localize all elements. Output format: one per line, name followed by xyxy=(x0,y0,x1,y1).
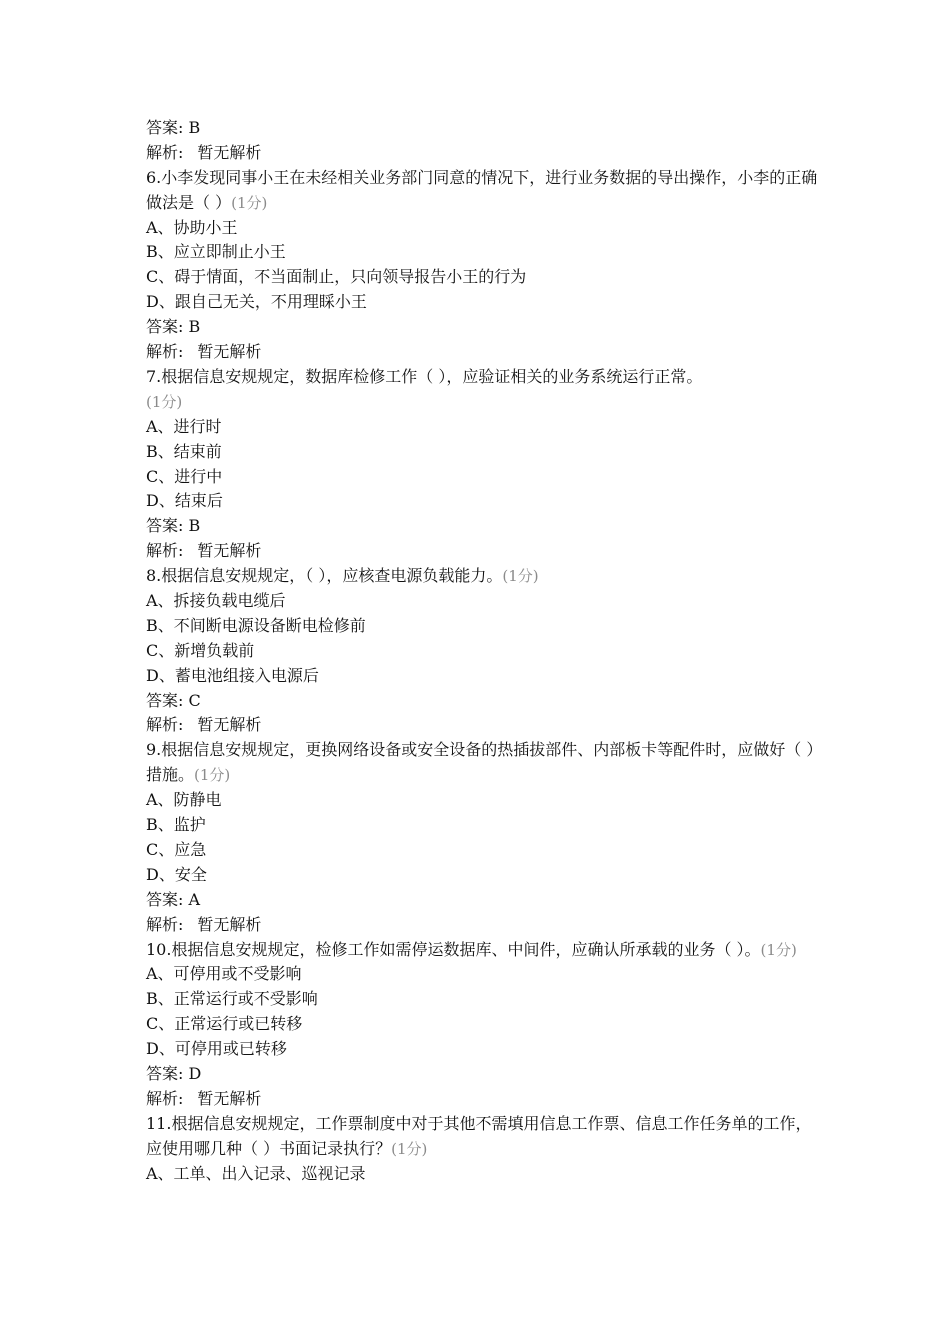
option-d: D、蓄电池组接入电源后 xyxy=(146,665,319,685)
option-c: C、正常运行或已转移 xyxy=(146,1014,303,1034)
question-score: (1分) xyxy=(231,193,268,212)
analysis-label: 解析: xyxy=(146,1088,184,1108)
question-stem xyxy=(146,166,826,216)
option-a: A、工单、出入记录、巡视记录 xyxy=(146,1163,366,1183)
answer-line: 答案: B xyxy=(146,118,201,137)
option-d: D、结束后 xyxy=(146,491,223,511)
option-a: A、协助小王 xyxy=(146,217,238,237)
question-text: 11.根据信息安规规定，工作票制度中对于其他不需填用信息工作票、信息工作任务单的工作，应使用哪几种（ ）书面记录执行？ xyxy=(146,1113,812,1158)
question-score: (1分) xyxy=(760,940,797,959)
question-text: 6.小李发现同事小王在未经相关业务部门同意的情况下，进行业务数据的导出操作，小李的正确做法是（ ） xyxy=(146,167,818,212)
option-d: D、跟自己无关，不用理睬小王 xyxy=(146,292,367,312)
option-c: C、进行中 xyxy=(146,466,223,486)
analysis-text: 暂无解析 xyxy=(197,142,262,162)
question-text: 10.根据信息安规规定，检修工作如需停运数据库、中间件，应确认所承载的业务（ ）。 xyxy=(146,939,761,959)
question-text: 9.根据信息安规规定，更换网络设备或安全设备的热插拔部件、内部板卡等配件时，应做好（ ）措施。 xyxy=(146,740,823,785)
question-stem xyxy=(146,1112,826,1162)
question-stem xyxy=(146,564,826,589)
analysis-line xyxy=(146,539,826,564)
question-stem xyxy=(146,938,826,963)
analysis-label: 解析: xyxy=(146,715,184,735)
question-text: 8.根据信息安规规定，（ ），应核查电源负载能力。 xyxy=(146,566,503,586)
option-d: D、可停用或已转移 xyxy=(146,1039,287,1059)
analysis-label: 解析: xyxy=(146,541,184,561)
analysis-line xyxy=(146,713,826,738)
analysis-text: 暂无解析 xyxy=(197,541,262,561)
option-c: C、新增负载前 xyxy=(146,640,255,660)
option-b: B、应立即制止小王 xyxy=(146,242,286,262)
option-a: A、拆接负载电缆后 xyxy=(146,591,286,610)
analysis-label: 解析: xyxy=(146,914,184,934)
analysis-text: 暂无解析 xyxy=(197,914,262,934)
option-b: B、正常运行或不受影响 xyxy=(146,989,318,1009)
exam-document xyxy=(146,116,826,1186)
analysis-label: 解析: xyxy=(146,342,184,362)
answer-line: 答案: C xyxy=(146,690,201,710)
option-b: B、结束前 xyxy=(146,441,222,461)
answer-line: 答案: B xyxy=(146,516,201,536)
question-score: (1分) xyxy=(391,1139,428,1158)
option-a: A、可停用或不受影响 xyxy=(146,964,302,984)
answer-line: 答案: D xyxy=(146,1063,202,1083)
analysis-line xyxy=(146,340,826,365)
analysis-line xyxy=(146,1087,826,1112)
question-score: (1分) xyxy=(194,766,231,785)
analysis-label: 解析: xyxy=(146,142,184,162)
option-b: B、不间断电源设备断电检修前 xyxy=(146,615,366,635)
option-c: C、应急 xyxy=(146,839,207,859)
analysis-line xyxy=(146,141,826,166)
option-a: A、防静电 xyxy=(146,790,222,810)
analysis-line xyxy=(146,913,826,938)
question-score: (1分) xyxy=(146,392,183,411)
option-c: C、碍于情面，不当面制止，只向领导报告小王的行为 xyxy=(146,267,527,287)
option-b: B、监护 xyxy=(146,815,206,835)
question-text: 7.根据信息安规规定，数据库检修工作（ ），应验证相关的业务系统运行正常。 xyxy=(146,366,703,386)
answer-line: 答案: B xyxy=(146,317,201,337)
question-stem xyxy=(146,738,826,788)
analysis-text: 暂无解析 xyxy=(197,342,262,362)
question-score: (1分) xyxy=(502,567,539,586)
question-stem xyxy=(146,365,826,415)
analysis-text: 暂无解析 xyxy=(197,715,262,735)
answer-line: 答案: A xyxy=(146,889,201,909)
analysis-text: 暂无解析 xyxy=(197,1088,262,1108)
option-a: A、进行时 xyxy=(146,416,222,436)
option-d: D、安全 xyxy=(146,864,207,884)
